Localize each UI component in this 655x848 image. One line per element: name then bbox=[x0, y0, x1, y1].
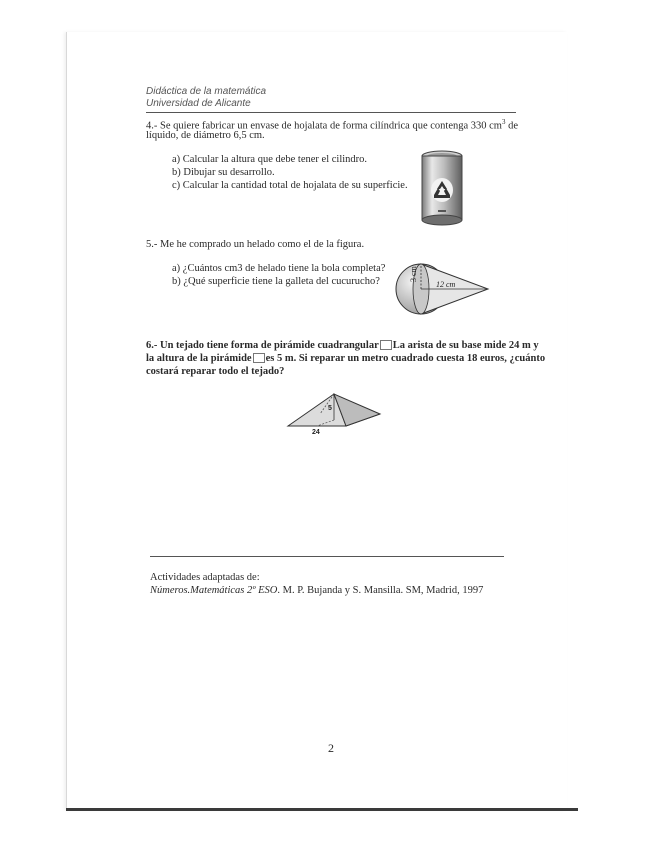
recycle-can-icon bbox=[418, 150, 466, 230]
problem-4-item-c: c) Calcular la cantidad total de hojalata de su superficie. bbox=[172, 180, 408, 191]
missing-glyph-icon bbox=[253, 353, 265, 363]
footer-credits-label: Actividades adaptadas de: bbox=[150, 572, 260, 583]
problem-5-statement: 5.- Me he comprado un helado como el de la figura. bbox=[146, 239, 365, 250]
problem-6-statement-line3: costará reparar todo el tejado? bbox=[146, 366, 285, 377]
problem-5-item-a: a) ¿Cuántos cm3 de helado tiene la bola completa? bbox=[172, 263, 386, 274]
footer-divider bbox=[150, 556, 504, 557]
scan-edge bbox=[66, 808, 578, 811]
missing-glyph-icon bbox=[380, 340, 392, 350]
problem-6-statement-line2: la altura de la pirámide es 5 m. Si reparar un metro cuadrado cuesta 18 euros, ¿cuánto bbox=[146, 353, 546, 364]
problem-4-item-b: b) Dibujar su desarrollo. bbox=[172, 167, 275, 178]
pyramid-roof-figure bbox=[284, 388, 384, 438]
pyramid-base-label: 24 bbox=[312, 429, 320, 436]
problem-4-statement-line2: líquido, de diámetro 6,5 cm. bbox=[146, 130, 265, 141]
header-divider bbox=[146, 112, 516, 113]
document-header bbox=[146, 86, 266, 110]
cone-length-label: 12 cm bbox=[436, 280, 456, 289]
ice-cream-cone-figure bbox=[392, 254, 492, 326]
pyramid-height-label: 5 bbox=[328, 405, 332, 412]
page-number: 2 bbox=[328, 741, 334, 755]
cone-radius-label: 3 cm bbox=[409, 266, 418, 282]
header-university: Universidad de Alicante bbox=[146, 98, 251, 109]
problem-4-statement-line1: 4.- Se quiere fabricar un envase de hojalata de forma cilíndrica que contenga 330 $cm^3$ de bbox=[146, 118, 519, 132]
header-course: Didáctica de la matemática bbox=[146, 86, 267, 97]
problem-6-statement-line1: 6.- Un tejado tiene forma de pirámide cuadrangular La arista de su base mide 24 m y bbox=[146, 340, 539, 351]
problem-5-item-b: b) ¿Qué superficie tiene la galleta del cucurucho? bbox=[172, 276, 380, 287]
problem-4-item-a: a) Calcular la altura que debe tener el cilindro. bbox=[172, 154, 368, 165]
footer-citation: Números.Matemáticas 2º ESO. M. P. Bujanda y S. Mansilla. SM, Madrid, 1997 bbox=[150, 585, 484, 596]
